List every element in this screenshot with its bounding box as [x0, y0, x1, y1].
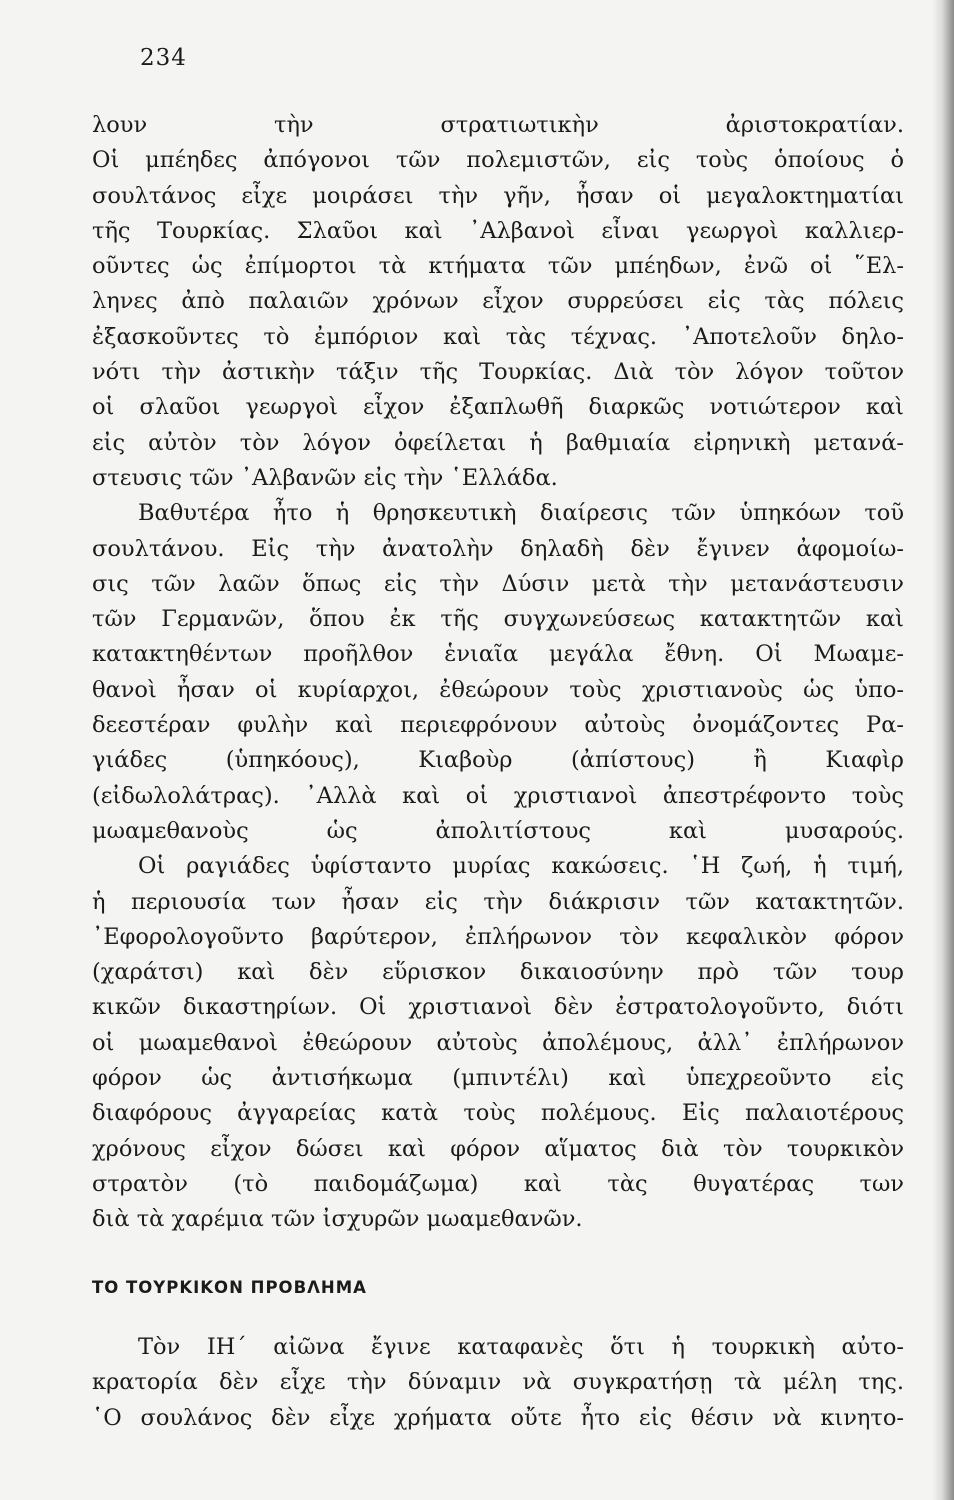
text-line: σουλτάνου. Εἰς τὴν ἀνατολὴν δηλαδὴ δὲν ἔγινεν ἀφομοίω-	[92, 535, 904, 562]
text-line: οἱ σλαῦοι γεωργοὶ εἶχον ἐξαπλωθῆ διαρκῶς νοτιώτερον καὶ	[92, 394, 904, 421]
paragraph-3	[92, 849, 904, 1237]
text-line: χρόνους εἶχον δώσει καὶ φόρον αἵματος διὰ τὸν τουρκικὸν	[92, 1135, 904, 1162]
text-line: λουν τὴν στρατιωτικὴν ἀριστοκρατίαν.	[92, 112, 904, 138]
text-line: δεεστέραν φυλὴν καὶ περιεφρόνουν αὐτοὺς ὀνομάζοντες Ρα-	[92, 712, 904, 739]
text-line: διὰ τὰ χαρέμια τῶν ἰσχυρῶν μωαμεθανῶν.	[92, 1206, 583, 1233]
paragraph-4	[92, 1330, 904, 1436]
text-line: Οἱ ραγιάδες ὑφίσταντο μυρίας κακώσεις. ῾Η ζωή, ἡ τιμή,	[138, 853, 904, 880]
text-line: φόρον ὡς ἀντισήκωμα (μπιντέλι) καὶ ὑπεχρεοῦντο εἰς	[92, 1065, 904, 1092]
text-line: ῾Ο σουλάνος δὲν εἶχε χρήματα οὔτε ἦτο εἰς θέσιν νὰ κινητο-	[92, 1404, 904, 1431]
text-line: οἱ μωαμεθανοὶ ἐθεώρουν αὐτοὺς ἀπολέμους, ἀλλ᾿ ἐπλήρωνον	[92, 1029, 904, 1056]
text-line: Βαθυτέρα ἦτο ἡ θρησκευτικὴ διαίρεσις τῶν ὑπηκόων τοῦ	[138, 500, 904, 527]
text-line: θανοὶ ἦσαν οἱ κυρίαρχοι, ἐθεώρουν τοὺς χριστιανοὺς ὡς ὑπο-	[92, 676, 904, 703]
page-edge-shadow	[932, 0, 954, 1500]
body-text	[92, 108, 904, 1238]
text-line: οῦντες ὡς ἐπίμορτοι τὰ κτήματα τῶν μπέηδων, ἐνῶ οἱ ῞Ελ-	[92, 253, 904, 280]
text-line: (χαράτσι) καὶ δὲν εὕρισκον δικαιοσύνην πρὸ τῶν τουρ	[92, 959, 904, 986]
paragraph-2	[92, 496, 904, 849]
page-number: 234	[140, 45, 187, 71]
text-line: Τὸν ΙΗ΄ αἰῶνα ἔγινε καταφανὲς ὅτι ἡ τουρκικὴ αὐτο-	[138, 1334, 904, 1360]
section-heading: ΤΟ ΤΟΥΡΚΙΚΟΝ ΠΡΟΒΛΗΜΑ	[92, 1278, 367, 1297]
text-line: τῶν Γερμανῶν, ὅπου ἐκ τῆς συγχωνεύσεως κατακτητῶν καὶ	[92, 606, 904, 633]
text-line: μωαμεθανοὺς ὡς ἀπολιτίστους καὶ μυσαρούς.	[92, 817, 904, 844]
text-line: ἐξασκοῦντες τὸ ἐμπόριον καὶ τὰς τέχνας. ᾿Αποτελοῦν δηλο-	[92, 323, 904, 350]
text-line: τῆς Τουρκίας. Σλαῦοι καὶ ᾿Αλβανοὶ εἶναι γεωργοὶ καλλιερ-	[92, 217, 904, 244]
text-line: στευσις τῶν ᾿Αλβανῶν εἰς τὴν ῾Ελλάδα.	[92, 464, 558, 491]
text-line: ᾿Εφορολογοῦντο βαρύτερον, ἐπλήρωνον τὸν κεφαλικὸν φόρον	[92, 923, 904, 950]
body-text-continued	[92, 1330, 904, 1436]
text-line: κρατορία δὲν εἶχε τὴν δύναμιν νὰ συγκρατήσῃ τὰ μέλη της.	[92, 1369, 904, 1396]
text-line: διαφόρους ἀγγαρείας κατὰ τοὺς πολέμους. Εἰς παλαιοτέρους	[92, 1100, 904, 1127]
text-line: κατακτηθέντων προῆλθον ἑνιαῖα μεγάλα ἔθνη. Οἱ Μωαμε-	[92, 641, 904, 668]
text-line: ἡ περιουσία των ἦσαν εἰς τὴν διάκρισιν τῶν κατακτητῶν.	[92, 888, 904, 915]
text-line: (εἰδωλολάτρας). ᾿Αλλὰ καὶ οἱ χριστιανοὶ ἀπεστρέφοντο τοὺς	[92, 782, 904, 809]
text-line: νότι τὴν ἀστικὴν τάξιν τῆς Τουρκίας. Διὰ τὸν λόγον τοῦτον	[92, 359, 904, 386]
text-line: σις τῶν λαῶν ὅπως εἰς τὴν Δύσιν μετὰ τὴν μετανάστευσιν	[92, 570, 904, 597]
text-line: κικῶν δικαστηρίων. Οἱ χριστιανοὶ δὲν ἐστρατολογοῦντο, διότι	[92, 994, 904, 1021]
text-line: στρατὸν (τὸ παιδομάζωμα) καὶ τὰς θυγατέρας των	[92, 1170, 904, 1197]
text-line: γιάδες (ὑπηκόους), Κιαβοὺρ (ἀπίστους) ἢ Κιαφὶρ	[92, 747, 904, 774]
paragraph-1	[92, 108, 904, 496]
text-line: σουλτάνος εἶχε μοιράσει τὴν γῆν, ἦσαν οἱ μεγαλοκτηματίαι	[92, 182, 904, 209]
text-line: ληνες ἀπὸ παλαιῶν χρόνων εἶχον συρρεύσει εἰς τὰς πόλεις	[92, 288, 904, 315]
text-line: εἰς αὐτὸν τὸν λόγον ὀφείλεται ἡ βαθμιαία εἰρηνικὴ μετανά-	[92, 429, 904, 456]
text-line: Οἱ μπέηδες ἀπόγονοι τῶν πολεμιστῶν, εἰς τοὺς ὁποίους ὁ	[92, 147, 904, 174]
